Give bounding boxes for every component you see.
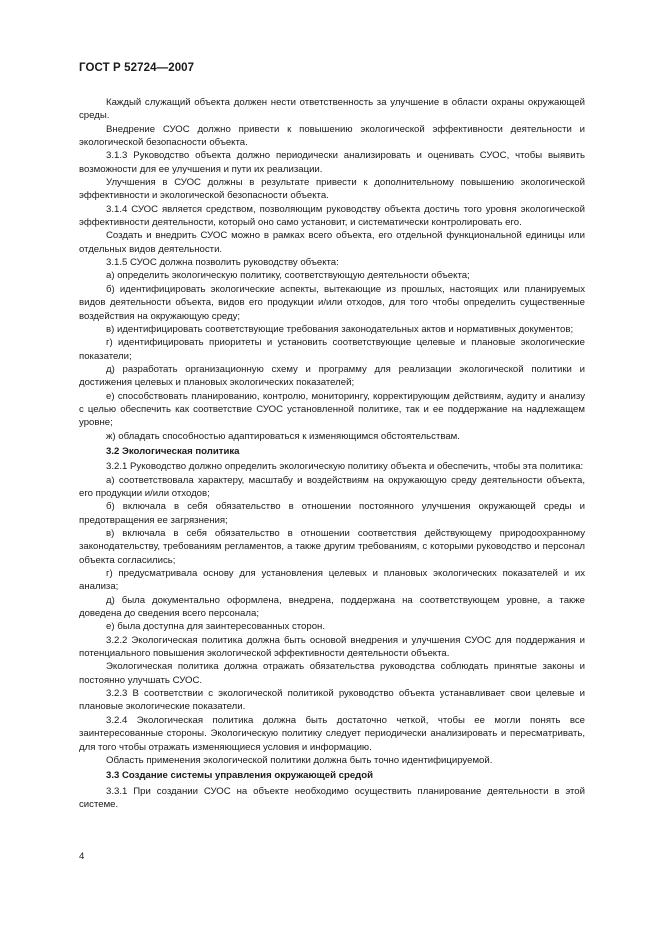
paragraph: Область применения экологической политики должна быть точно идентифицируемой. <box>106 754 493 766</box>
list-item: е) была доступна для заинтересованных сторон. <box>106 621 326 633</box>
list-item: б) включала в себя обязательство в отношении постоянного улучшения окружающей среды и предотвращения ее загрязнения; <box>79 501 585 526</box>
list-item: ж) обладать способностью адаптироваться к изменяющимся обстоятельствам. <box>106 430 460 442</box>
list-item: а) соответствовала характеру, масштабу и воздействиям на окружающую среду деятельности объекта, его продукции и/или отходов; <box>79 474 585 499</box>
list-item: г) идентифицировать приоритеты и установить соответствующие целевые и плановые экологические показатели; <box>79 337 585 362</box>
section-heading: 3.2 Экологическая политика <box>106 445 240 457</box>
list-item: в) идентифицировать соответствующие требования законодательных актов и нормативных документов; <box>106 323 574 335</box>
list-item: б) идентифицировать экологические аспекты, вытекающие из прошлых, настоящих или планируемых видов деятельности объекта, видов его продукции и/или отходов, для того чтобы определить существенные воздействия на окружающую среду; <box>79 283 585 322</box>
paragraph: 3.1.5 СУОС должна позволить руководству объекта: <box>106 257 339 269</box>
paragraph: 3.2.1 Руководство должно определить экологическую политику объекта и обеспечить, чтобы эта политика: <box>106 461 584 473</box>
paragraph: 3.2.4 Экологическая политика должна быть достаточно четкой, чтобы ее могли понять все заинтересованные стороны. Экологическую политику следует периодически анализировать и пересматривать, для того чтобы отражать изменяющиеся условия и информацию. <box>79 714 585 753</box>
paragraph: 3.1.4 СУОС является средством, позволяющим руководству объекта достичь того уровня экологической эффективности деятельности, который оно само установит, и систематически контролировать его. <box>79 203 585 229</box>
paragraph: Каждый служащий объекта должен нести ответственность за улучшение в области охраны окружающей среды. <box>79 97 585 122</box>
document-body <box>79 96 585 811</box>
list-item: е) способствовать планированию, контролю, мониторингу, корректирующим действиям, аудиту и анализу с целью обеспечить как соответствие СУОС установленной политике, так и ее поддержание на надлежащем уровне; <box>79 390 585 429</box>
paragraph: 3.1.3 Руководство объекта должно периодически анализировать и оценивать СУОС, чтобы выявить возможности для ее улучшения и пути их реализации. <box>79 150 585 175</box>
list-item: а) определить экологическую политику, соответствующую деятельности объекта; <box>106 270 470 282</box>
paragraph: 3.2.3 В соответствии с экологической политикой руководство объекта устанавливает свои целевые и плановые экологические показатели. <box>79 688 585 713</box>
paragraph: Создать и внедрить СУОС можно в рамках всего объекта, его отдельной функциональной единицы или отдельных видов деятельности. <box>79 230 585 255</box>
list-item: д) разработать организационную схему и программу для реализации экологической политики и достижения целевых и плановых экологических показателей; <box>79 363 585 389</box>
list-item: в) включала в себя обязательство в отношении соответствия действующему природоохранному законодательству, требованиям регламентов, а также другим требованиям, с которыми руководство и персонал объекта согласились; <box>79 528 585 566</box>
paragraph: 3.2.2 Экологическая политика должна быть основой внедрения и улучшения СУОС для поддержания и потенциального повышения экологической эффективности деятельности объекта. <box>79 634 585 660</box>
paragraph: Внедрение СУОС должно привести к повышению экологической эффективности деятельности и экологической безопасности объекта. <box>79 123 585 149</box>
list-item: д) была документально оформлена, внедрена, поддержана на соответствующем уровне, а также доведена до сведения всего персонала; <box>79 594 585 620</box>
document-header: ГОСТ Р 52724—2007 <box>79 62 195 74</box>
list-item: г) предусматривала основу для установления целевых и плановых экологических показателей и их анализа; <box>79 568 585 593</box>
paragraph: 3.3.1 При создании СУОС на объекте необходимо осуществить планирование деятельности в этой системе. <box>79 785 585 810</box>
page-number: 4 <box>79 851 85 862</box>
paragraph: Улучшения в СУОС должны в результате привести к дополнительному повышению экологической эффективности и экологической безопасности объекта. <box>79 177 585 202</box>
paragraph: Экологическая политика должна отражать обязательства руководства соблюдать принятые законы и постоянно улучшать СУОС. <box>79 661 585 686</box>
section-heading: 3.3 Создание системы управления окружающей средой <box>106 770 374 782</box>
